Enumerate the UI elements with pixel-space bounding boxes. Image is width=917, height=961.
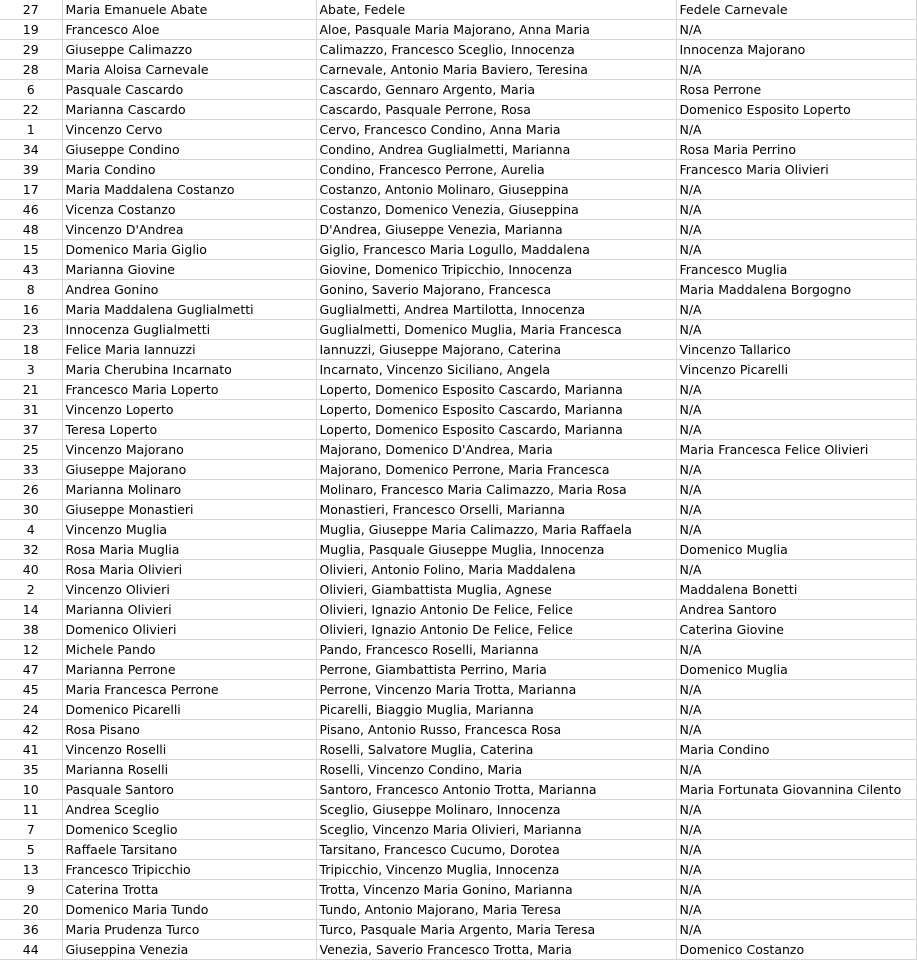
parents-cell[interactable]: Tundo, Antonio Majorano, Maria Teresa [316,900,676,920]
spouse-cell[interactable]: Vincenzo Tallarico [676,340,916,360]
table-row [0,140,916,160]
name-cell[interactable]: Marianna Molinaro [62,480,316,500]
record-number-cell[interactable]: 25 [0,440,62,460]
name-cell[interactable]: Pasquale Santoro [62,780,316,800]
table-row [0,940,916,960]
parents-cell[interactable]: Santoro, Francesco Antonio Trotta, Marianna [316,780,676,800]
table-row [0,500,916,520]
table-row [0,740,916,760]
record-number-cell[interactable]: 39 [0,160,62,180]
record-number-cell[interactable]: 13 [0,860,62,880]
record-number-cell[interactable]: 29 [0,40,62,60]
table-row [0,600,916,620]
parents-cell[interactable]: Trotta, Vincenzo Maria Gonino, Marianna [316,880,676,900]
record-number-cell[interactable]: 35 [0,760,62,780]
spouse-cell[interactable]: Francesco Muglia [676,260,916,280]
table-row [0,820,916,840]
name-cell[interactable]: Domenico Picarelli [62,700,316,720]
spouse-cell[interactable]: Innocenza Majorano [676,40,916,60]
parents-cell[interactable]: Sceglio, Vincenzo Maria Olivieri, Marianna [316,820,676,840]
parents-cell[interactable]: Gonino, Saverio Majorano, Francesca [316,280,676,300]
name-cell[interactable]: Marianna Perrone [62,660,316,680]
record-number-cell[interactable]: 36 [0,920,62,940]
record-number-cell[interactable]: 41 [0,740,62,760]
table-row [0,680,916,700]
table-row [0,780,916,800]
name-cell[interactable]: Vincenzo Majorano [62,440,316,460]
table-row [0,860,916,880]
record-number-cell[interactable]: 9 [0,880,62,900]
record-number-cell[interactable]: 14 [0,600,62,620]
spouse-cell[interactable]: N/A [676,180,916,200]
table-row [0,340,916,360]
spouse-cell[interactable]: Rosa Perrone [676,80,916,100]
spouse-cell[interactable]: N/A [676,700,916,720]
parents-cell[interactable]: Condino, Francesco Perrone, Aurelia [316,160,676,180]
parents-cell[interactable]: Abate, Fedele [316,0,676,20]
table-row [0,260,916,280]
name-cell[interactable]: Teresa Loperto [62,420,316,440]
parents-cell[interactable]: Sceglio, Giuseppe Molinaro, Innocenza [316,800,676,820]
parents-cell[interactable]: Cascardo, Pasquale Perrone, Rosa [316,100,676,120]
spouse-cell[interactable]: N/A [676,860,916,880]
name-cell[interactable]: Maria Maddalena Guglialmetti [62,300,316,320]
record-number-cell[interactable]: 26 [0,480,62,500]
name-cell[interactable]: Vincenzo Loperto [62,400,316,420]
spouse-cell[interactable]: N/A [676,120,916,140]
record-number-cell[interactable]: 16 [0,300,62,320]
name-cell[interactable]: Pasquale Cascardo [62,80,316,100]
name-cell[interactable]: Vincenzo Cervo [62,120,316,140]
spouse-cell[interactable]: N/A [676,880,916,900]
record-number-cell[interactable]: 42 [0,720,62,740]
record-number-cell[interactable]: 27 [0,0,62,20]
spouse-cell[interactable]: N/A [676,680,916,700]
name-cell[interactable]: Marianna Olivieri [62,600,316,620]
record-number-cell[interactable]: 37 [0,420,62,440]
spouse-cell[interactable]: N/A [676,520,916,540]
table-row [0,180,916,200]
spouse-cell[interactable]: N/A [676,300,916,320]
spouse-cell[interactable]: N/A [676,920,916,940]
spouse-cell[interactable]: N/A [676,460,916,480]
table-row [0,660,916,680]
spouse-cell[interactable]: N/A [676,480,916,500]
parents-cell[interactable]: Roselli, Vincenzo Condino, Maria [316,760,676,780]
parents-cell[interactable]: Muglia, Giuseppe Maria Calimazzo, Maria Raffaela [316,520,676,540]
table-row [0,100,916,120]
table-row [0,920,916,940]
parents-cell[interactable]: Aloe, Pasquale Maria Majorano, Anna Maria [316,20,676,40]
record-number-cell[interactable]: 46 [0,200,62,220]
spouse-cell[interactable]: Maria Francesca Felice Olivieri [676,440,916,460]
record-number-cell[interactable]: 23 [0,320,62,340]
spouse-cell[interactable]: Rosa Maria Perrino [676,140,916,160]
table-row [0,720,916,740]
name-cell[interactable]: Francesco Aloe [62,20,316,40]
parents-cell[interactable]: Cervo, Francesco Condino, Anna Maria [316,120,676,140]
parents-cell[interactable]: Molinaro, Francesco Maria Calimazzo, Maria Rosa [316,480,676,500]
table-row [0,640,916,660]
table-row [0,540,916,560]
parents-cell[interactable]: Loperto, Domenico Esposito Cascardo, Marianna [316,420,676,440]
parents-cell[interactable]: Roselli, Salvatore Muglia, Caterina [316,740,676,760]
spouse-cell[interactable]: N/A [676,220,916,240]
parents-cell[interactable]: Pando, Francesco Roselli, Marianna [316,640,676,660]
name-cell[interactable]: Vicenza Costanzo [62,200,316,220]
parents-cell[interactable]: Loperto, Domenico Esposito Cascardo, Marianna [316,380,676,400]
parents-cell[interactable]: Perrone, Vincenzo Maria Trotta, Marianna [316,680,676,700]
spouse-cell[interactable]: N/A [676,20,916,40]
parents-cell[interactable]: Olivieri, Ignazio Antonio De Felice, Felice [316,600,676,620]
parents-cell[interactable]: Olivieri, Antonio Folino, Maria Maddalena [316,560,676,580]
table-row [0,380,916,400]
spouse-cell[interactable]: N/A [676,720,916,740]
spouse-cell[interactable]: N/A [676,800,916,820]
record-number-cell[interactable]: 43 [0,260,62,280]
table-row [0,520,916,540]
name-cell[interactable]: Vincenzo Muglia [62,520,316,540]
record-number-cell[interactable]: 19 [0,20,62,40]
spouse-cell[interactable]: N/A [676,60,916,80]
spouse-cell[interactable]: Domenico Esposito Loperto [676,100,916,120]
table-row [0,0,916,20]
spouse-cell[interactable]: Andrea Santoro [676,600,916,620]
name-cell[interactable]: Vincenzo Roselli [62,740,316,760]
name-cell[interactable]: Raffaele Tarsitano [62,840,316,860]
spouse-cell[interactable]: N/A [676,240,916,260]
parents-cell[interactable]: Olivieri, Giambattista Muglia, Agnese [316,580,676,600]
name-cell[interactable]: Maria Prudenza Turco [62,920,316,940]
name-cell[interactable]: Maria Condino [62,160,316,180]
record-number-cell[interactable]: 2 [0,580,62,600]
name-cell[interactable]: Maria Emanuele Abate [62,0,316,20]
spouse-cell[interactable]: N/A [676,200,916,220]
spouse-cell[interactable]: N/A [676,420,916,440]
parents-cell[interactable]: Turco, Pasquale Maria Argento, Maria Teresa [316,920,676,940]
record-number-cell[interactable]: 22 [0,100,62,120]
record-number-cell[interactable]: 28 [0,60,62,80]
spouse-cell[interactable]: Vincenzo Picarelli [676,360,916,380]
record-number-cell[interactable]: 20 [0,900,62,920]
name-cell[interactable]: Francesco Maria Loperto [62,380,316,400]
name-cell[interactable]: Innocenza Guglialmetti [62,320,316,340]
name-cell[interactable]: Giuseppe Monastieri [62,500,316,520]
record-number-cell[interactable]: 44 [0,940,62,960]
name-cell[interactable]: Rosa Pisano [62,720,316,740]
parents-cell[interactable]: Picarelli, Biaggio Muglia, Marianna [316,700,676,720]
spouse-cell[interactable]: N/A [676,840,916,860]
table-row [0,40,916,60]
record-number-cell[interactable]: 31 [0,400,62,420]
table-row [0,480,916,500]
spouse-cell[interactable]: N/A [676,400,916,420]
name-cell[interactable]: Rosa Maria Muglia [62,540,316,560]
table-row [0,420,916,440]
table-row [0,240,916,260]
record-number-cell[interactable]: 32 [0,540,62,560]
record-number-cell[interactable]: 34 [0,140,62,160]
spouse-cell[interactable]: Maria Fortunata Giovannina Cilento [676,780,916,800]
record-number-cell[interactable]: 8 [0,280,62,300]
spouse-cell[interactable]: Caterina Giovine [676,620,916,640]
record-number-cell[interactable]: 17 [0,180,62,200]
table-row [0,120,916,140]
table-row [0,20,916,40]
record-number-cell[interactable]: 47 [0,660,62,680]
name-cell[interactable]: Domenico Maria Tundo [62,900,316,920]
record-number-cell[interactable]: 30 [0,500,62,520]
table-row [0,60,916,80]
spouse-cell[interactable]: N/A [676,900,916,920]
name-cell[interactable]: Domenico Maria Giglio [62,240,316,260]
record-number-cell[interactable]: 11 [0,800,62,820]
parents-cell[interactable]: Venezia, Saverio Francesco Trotta, Maria [316,940,676,960]
table-row [0,620,916,640]
parents-cell[interactable]: Cascardo, Gennaro Argento, Maria [316,80,676,100]
name-cell[interactable]: Andrea Gonino [62,280,316,300]
table-row [0,360,916,380]
name-cell[interactable]: Francesco Tripicchio [62,860,316,880]
table-row [0,560,916,580]
spouse-cell[interactable]: Domenico Muglia [676,540,916,560]
parents-cell[interactable]: Guglialmetti, Andrea Martilotta, Innocenza [316,300,676,320]
record-number-cell[interactable]: 40 [0,560,62,580]
spouse-cell[interactable]: Maria Maddalena Borgogno [676,280,916,300]
table-row [0,200,916,220]
name-cell[interactable]: Giuseppe Majorano [62,460,316,480]
spouse-cell[interactable]: N/A [676,760,916,780]
name-cell[interactable]: Domenico Sceglio [62,820,316,840]
table-row [0,80,916,100]
parents-cell[interactable]: Pisano, Antonio Russo, Francesca Rosa [316,720,676,740]
parents-cell[interactable]: Majorano, Domenico D'Andrea, Maria [316,440,676,460]
name-cell[interactable]: Maria Aloisa Carnevale [62,60,316,80]
spouse-cell[interactable]: N/A [676,320,916,340]
parents-cell[interactable]: Majorano, Domenico Perrone, Maria Francesca [316,460,676,480]
record-number-cell[interactable]: 10 [0,780,62,800]
spouse-cell[interactable]: Domenico Muglia [676,660,916,680]
parents-cell[interactable]: Tripicchio, Vincenzo Muglia, Innocenza [316,860,676,880]
record-number-cell[interactable]: 18 [0,340,62,360]
spouse-cell[interactable]: Domenico Costanzo [676,940,916,960]
parents-cell[interactable]: Costanzo, Domenico Venezia, Giuseppina [316,200,676,220]
parents-cell[interactable]: Iannuzzi, Giuseppe Majorano, Caterina [316,340,676,360]
record-number-cell[interactable]: 4 [0,520,62,540]
record-number-cell[interactable]: 3 [0,360,62,380]
record-number-cell[interactable]: 7 [0,820,62,840]
parents-cell[interactable]: Carnevale, Antonio Maria Baviero, Teresina [316,60,676,80]
table-row [0,160,916,180]
record-number-cell[interactable]: 21 [0,380,62,400]
name-cell[interactable]: Vincenzo Olivieri [62,580,316,600]
spouse-cell[interactable]: N/A [676,820,916,840]
spouse-cell[interactable]: Maddalena Bonetti [676,580,916,600]
name-cell[interactable]: Domenico Olivieri [62,620,316,640]
table-row [0,300,916,320]
record-number-cell[interactable]: 45 [0,680,62,700]
spouse-cell[interactable]: N/A [676,640,916,660]
table-row [0,700,916,720]
name-cell[interactable]: Michele Pando [62,640,316,660]
parents-cell[interactable]: Calimazzo, Francesco Sceglio, Innocenza [316,40,676,60]
name-cell[interactable]: Marianna Cascardo [62,100,316,120]
name-cell[interactable]: Vincenzo D'Andrea [62,220,316,240]
table-row [0,440,916,460]
parents-cell[interactable]: Loperto, Domenico Esposito Cascardo, Marianna [316,400,676,420]
parents-cell[interactable]: Giovine, Domenico Tripicchio, Innocenza [316,260,676,280]
record-number-cell[interactable]: 24 [0,700,62,720]
name-cell[interactable]: Giuseppe Calimazzo [62,40,316,60]
name-cell[interactable]: Marianna Roselli [62,760,316,780]
name-cell[interactable]: Andrea Sceglio [62,800,316,820]
record-number-cell[interactable]: 1 [0,120,62,140]
record-number-cell[interactable]: 38 [0,620,62,640]
record-number-cell[interactable]: 12 [0,640,62,660]
parents-cell[interactable]: Incarnato, Vincenzo Siciliano, Angela [316,360,676,380]
parents-cell[interactable]: Giglio, Francesco Maria Logullo, Maddalena [316,240,676,260]
record-number-cell[interactable]: 15 [0,240,62,260]
name-cell[interactable]: Caterina Trotta [62,880,316,900]
table-row [0,460,916,480]
record-number-cell[interactable]: 6 [0,80,62,100]
name-cell[interactable]: Marianna Giovine [62,260,316,280]
record-number-cell[interactable]: 48 [0,220,62,240]
parents-cell[interactable]: Olivieri, Ignazio Antonio De Felice, Felice [316,620,676,640]
spouse-cell[interactable]: N/A [676,380,916,400]
table-row [0,800,916,820]
table-row [0,280,916,300]
table-row [0,220,916,240]
parents-cell[interactable]: Guglialmetti, Domenico Muglia, Maria Francesca [316,320,676,340]
record-number-cell[interactable]: 33 [0,460,62,480]
parents-cell[interactable]: Condino, Andrea Guglialmetti, Marianna [316,140,676,160]
name-cell[interactable]: Maria Francesca Perrone [62,680,316,700]
name-cell[interactable]: Maria Cherubina Incarnato [62,360,316,380]
parents-cell[interactable]: D'Andrea, Giuseppe Venezia, Marianna [316,220,676,240]
parents-cell[interactable]: Tarsitano, Francesco Cucumo, Dorotea [316,840,676,860]
table-row [0,400,916,420]
spouse-cell[interactable]: Maria Condino [676,740,916,760]
name-cell[interactable]: Giuseppina Venezia [62,940,316,960]
parents-cell[interactable]: Costanzo, Antonio Molinaro, Giuseppina [316,180,676,200]
table-row [0,840,916,860]
spouse-cell[interactable]: N/A [676,500,916,520]
table-row [0,760,916,780]
parents-cell[interactable]: Muglia, Pasquale Giuseppe Muglia, Innocenza [316,540,676,560]
name-cell[interactable]: Rosa Maria Olivieri [62,560,316,580]
spouse-cell[interactable]: N/A [676,560,916,580]
name-cell[interactable]: Giuseppe Condino [62,140,316,160]
spouse-cell[interactable]: Francesco Maria Olivieri [676,160,916,180]
parents-cell[interactable]: Perrone, Giambattista Perrino, Maria [316,660,676,680]
parents-cell[interactable]: Monastieri, Francesco Orselli, Marianna [316,500,676,520]
name-cell[interactable]: Felice Maria Iannuzzi [62,340,316,360]
name-cell[interactable]: Maria Maddalena Costanzo [62,180,316,200]
table-row [0,900,916,920]
table-row [0,880,916,900]
table-row [0,580,916,600]
record-number-cell[interactable]: 5 [0,840,62,860]
table-row [0,320,916,340]
spouse-cell[interactable]: Fedele Carnevale [676,0,916,20]
